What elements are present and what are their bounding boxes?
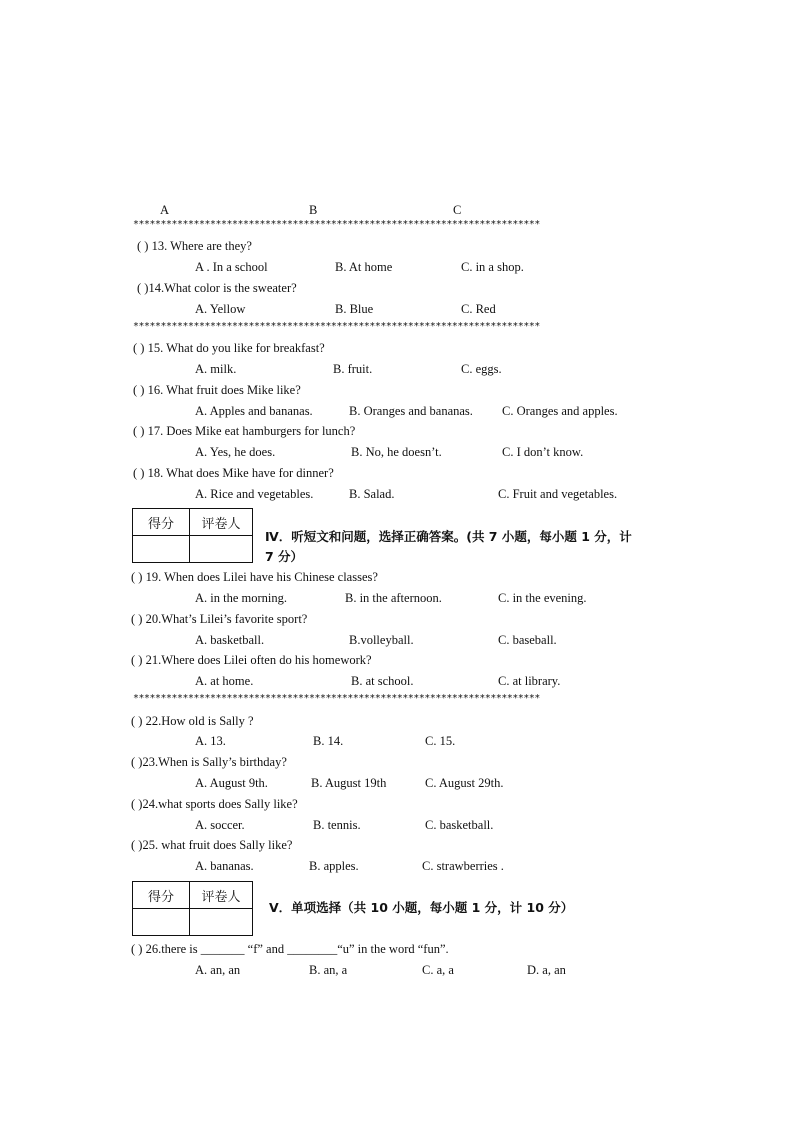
option-b: B. an, a bbox=[309, 963, 348, 977]
option-a: A. basketball. bbox=[195, 633, 265, 647]
question-stem: ( ) 16. What fruit does Mike like? bbox=[133, 383, 301, 397]
question-stem: ( ) 19. When does Lilei have his Chinese classes? bbox=[131, 570, 378, 584]
star-divider: ************************************************************************** bbox=[133, 694, 540, 704]
option-b: B. August 19th bbox=[311, 776, 387, 790]
option-b: B. Salad. bbox=[349, 487, 395, 501]
section-4-heading bbox=[265, 527, 632, 567]
option-a: A . In a school bbox=[195, 260, 268, 274]
question-stem: ( )25. what fruit does Sally like? bbox=[131, 838, 293, 852]
option-b: B.volleyball. bbox=[349, 633, 414, 647]
question-stem: ( ) 17. Does Mike eat hamburgers for lunch? bbox=[133, 424, 356, 438]
grader-cell[interactable] bbox=[190, 909, 253, 936]
option-b: B. Blue bbox=[335, 302, 374, 316]
score-cell[interactable] bbox=[133, 536, 190, 563]
question-stem: ( ) 13. Where are they? bbox=[137, 239, 252, 253]
option-b: B. at school. bbox=[351, 674, 414, 688]
option-a: A. August 9th. bbox=[195, 776, 268, 790]
question-stem: ( )14.What color is the sweater? bbox=[137, 281, 297, 295]
question-stem: ( ) 26.there is _______ “f” and ________“u” in the word “fun”. bbox=[131, 942, 449, 956]
option-c: C. at library. bbox=[498, 674, 561, 688]
option-b: B. fruit. bbox=[333, 362, 373, 376]
option-a: A. bananas. bbox=[195, 859, 254, 873]
label-a: A bbox=[160, 203, 170, 217]
star-divider: ************************************************************************** bbox=[133, 322, 540, 332]
option-c: C. Red bbox=[461, 302, 496, 316]
option-a: A. at home. bbox=[195, 674, 254, 688]
option-c: C. in the evening. bbox=[498, 591, 587, 605]
star-divider: ************************************************************************** bbox=[133, 220, 540, 230]
option-a: A. in the morning. bbox=[195, 591, 288, 605]
option-a: A. Apples and bananas. bbox=[195, 404, 313, 418]
option-b: B. tennis. bbox=[313, 818, 361, 832]
option-a: A. milk. bbox=[195, 362, 237, 376]
option-c: C. Oranges and apples. bbox=[502, 404, 618, 418]
question-stem: ( ) 20.What’s Lilei’s favorite sport? bbox=[131, 612, 308, 626]
option-c: C. in a shop. bbox=[461, 260, 524, 274]
option-a: A. 13. bbox=[195, 734, 226, 748]
section-5-heading: Ⅴ．单项选择（共 10 小题，每小题 1 分，计 10 分） bbox=[269, 900, 574, 915]
option-b: B. At home bbox=[335, 260, 393, 274]
grader-header: 评卷人 bbox=[190, 882, 253, 909]
option-a: A. Yes, he does. bbox=[195, 445, 276, 459]
option-a: A. soccer. bbox=[195, 818, 245, 832]
option-c: C. baseball. bbox=[498, 633, 557, 647]
option-c: C. I don’t know. bbox=[502, 445, 584, 459]
score-cell[interactable] bbox=[133, 909, 190, 936]
option-b: B. Oranges and bananas. bbox=[349, 404, 473, 418]
question-stem: ( ) 18. What does Mike have for dinner? bbox=[133, 466, 334, 480]
question-stem: ( )23.When is Sally’s birthday? bbox=[131, 755, 287, 769]
option-c: C. strawberries . bbox=[422, 859, 504, 873]
option-c: C. basketball. bbox=[425, 818, 494, 832]
section-4-line2: 7 分） bbox=[265, 549, 304, 564]
score-box bbox=[132, 881, 253, 936]
score-header: 得分 bbox=[133, 882, 190, 909]
option-a: A. an, an bbox=[195, 963, 241, 977]
grader-header: 评卷人 bbox=[190, 509, 253, 536]
option-b: B. in the afternoon. bbox=[345, 591, 442, 605]
question-stem: ( ) 21.Where does Lilei often do his homework? bbox=[131, 653, 372, 667]
option-a: A. Yellow bbox=[195, 302, 246, 316]
grader-cell[interactable] bbox=[190, 536, 253, 563]
option-b: B. apples. bbox=[309, 859, 359, 873]
label-c: C bbox=[453, 203, 462, 217]
option-c: C. eggs. bbox=[461, 362, 502, 376]
option-c: C. 15. bbox=[425, 734, 456, 748]
score-header: 得分 bbox=[133, 509, 190, 536]
option-b: B. 14. bbox=[313, 734, 344, 748]
option-c: C. a, a bbox=[422, 963, 454, 977]
option-b: B. No, he doesn’t. bbox=[351, 445, 442, 459]
option-c: C. Fruit and vegetables. bbox=[498, 487, 618, 501]
option-c: C. August 29th. bbox=[425, 776, 504, 790]
score-box bbox=[132, 508, 253, 563]
option-a: A. Rice and vegetables. bbox=[195, 487, 314, 501]
question-stem: ( ) 15. What do you like for breakfast? bbox=[133, 341, 325, 355]
label-b: B bbox=[309, 203, 318, 217]
option-d: D. a, an bbox=[527, 963, 566, 977]
question-stem: ( )24.what sports does Sally like? bbox=[131, 797, 298, 811]
section-4-line1: Ⅳ．听短文和问题，选择正确答案。(共 7 小题，每小题 1 分，计 bbox=[265, 529, 632, 544]
question-stem: ( ) 22.How old is Sally ? bbox=[131, 714, 254, 728]
